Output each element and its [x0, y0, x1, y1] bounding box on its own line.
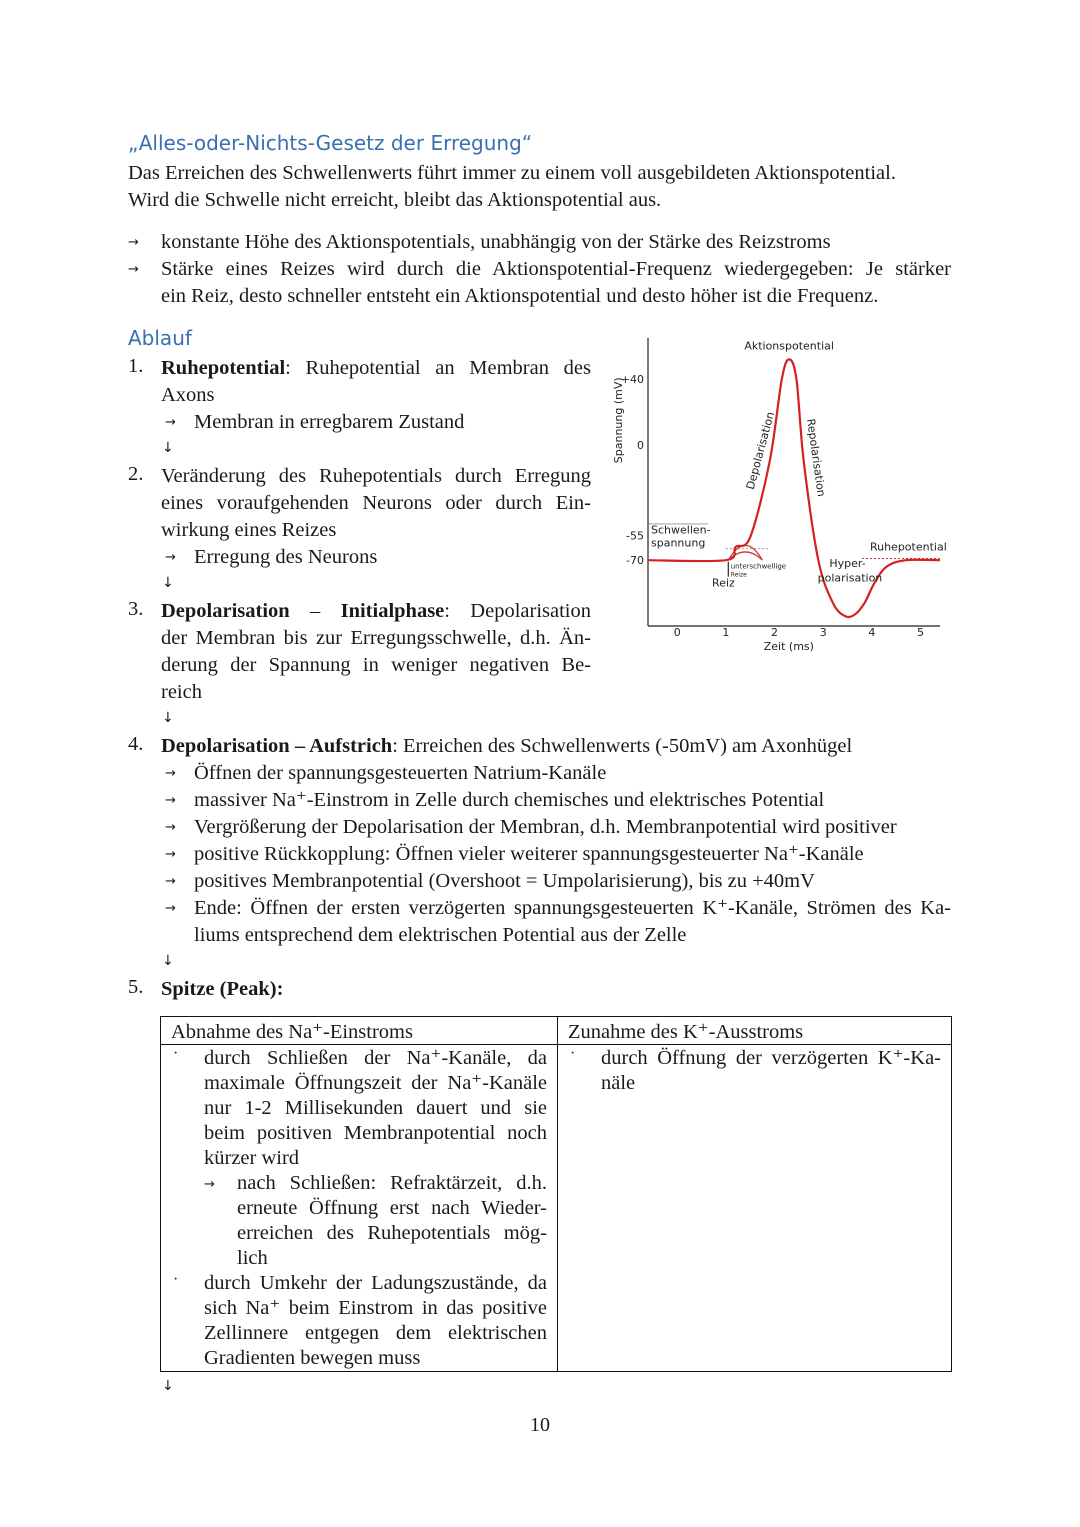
x-tick-label: 4: [868, 626, 876, 639]
bullet-text: Stärke eines Reizes wird durch die Aktionspotential-Frequenz wiedergegeben: Je stärker: [161, 258, 951, 280]
step-4-sub: liums entsprechend dem elektrischen Potential aus der Zelle: [194, 924, 687, 946]
step-2-line: eines voraufgehenden Neurons oder durch Ein-: [161, 492, 591, 514]
y-tick-label: 0: [637, 438, 644, 452]
cell-line: maximale Öffnungszeit der Na⁺-Kanäle: [204, 1072, 547, 1094]
bullet-icon: ·: [173, 1271, 179, 1288]
depolarisation-label: Depolarisation: [743, 410, 778, 491]
step-3-line: Depolarisation – Initialphase: Depolarisation: [161, 600, 591, 622]
paragraph-line: Wird die Schwelle nicht erreicht, bleibt das Aktionspotential aus.: [128, 189, 662, 211]
cell-line: Gradienten bewegen muss: [204, 1347, 421, 1369]
step-4-sub: Vergrößerung der Depolarisation der Membran, d.h. Membranpotential wird positiver: [194, 816, 897, 838]
step-4-sub: Öffnen der spannungsgesteuerten Natrium-Kanäle: [194, 762, 607, 784]
cell-line: näle: [601, 1072, 636, 1094]
arrow-icon: →: [165, 793, 176, 808]
cell-line: nur 1-2 Millisekunden dauert und sie: [204, 1097, 547, 1119]
threshold-label: Schwellen-: [651, 523, 711, 537]
arrow-icon: →: [165, 820, 176, 835]
y-tick-label: +40: [620, 373, 644, 387]
bullet-icon: ·: [173, 1045, 179, 1062]
page-number: 10: [530, 1414, 550, 1436]
arrow-icon: →: [165, 766, 176, 781]
step-1-bold: Ruhepotential: [161, 357, 286, 379]
arrow-icon: →: [165, 550, 176, 565]
cell-line: durch Schließen der Na⁺-Kanäle, da: [204, 1047, 547, 1069]
table-cell: [558, 1045, 952, 1372]
step-3-line: der Membran bis zur Erregungsschwelle, d.h. Än-: [161, 627, 591, 649]
step-number: 1.: [128, 355, 144, 377]
stimulus-label: Reiz: [712, 576, 735, 590]
down-arrow-icon: ↓: [162, 575, 174, 591]
arrow-icon: →: [204, 1177, 215, 1192]
step-1-line: Axons: [161, 384, 215, 406]
bullet-text: ein Reiz, desto schneller entsteht ein Aktionspotential und desto höher ist die Frequenz.: [161, 285, 879, 307]
peak-table: [160, 1016, 952, 1372]
arrow-icon: →: [165, 847, 176, 862]
down-arrow-icon: ↓: [162, 1378, 174, 1394]
section-title-ablauf: Ablauf: [128, 326, 192, 350]
peak-label: Aktionspotential: [744, 339, 834, 353]
hyperpolarisation-label: polarisation: [817, 571, 883, 585]
cell-line: lich: [237, 1247, 268, 1269]
cell-line: erneute Öffnung erst nach Wieder-: [237, 1197, 547, 1219]
action-potential-line: [648, 359, 940, 617]
step-5-title: Spitze (Peak):: [161, 978, 284, 1000]
arrow-icon: →: [128, 262, 139, 277]
table-cell: [161, 1045, 558, 1372]
rest-label: Ruhepotential: [869, 540, 947, 554]
step-number: 2.: [128, 463, 144, 485]
cell-line: durch Öffnung der verzögerten K⁺-Ka-: [601, 1047, 941, 1069]
step-1-sub: Membran in erregbarem Zustand: [194, 411, 465, 433]
x-tick-label: 2: [771, 626, 779, 639]
step-2-line: Veränderung des Ruhepotentials durch Erregung: [161, 465, 591, 487]
y-axis-label: Spannung (mV): [612, 377, 625, 464]
arrow-icon: →: [165, 874, 176, 889]
x-axis-label: Zeit (ms): [763, 640, 814, 653]
subthreshold-label: Reize: [730, 571, 747, 579]
arrow-icon: →: [165, 415, 176, 430]
cell-line: erreichen des Ruhepotentials mög-: [237, 1222, 547, 1244]
down-arrow-icon: ↓: [162, 710, 174, 726]
x-tick-label: 3: [819, 626, 827, 639]
step-1-line: Ruhepotential: Ruhepotential an Membran des: [161, 357, 591, 379]
x-tick-label: 1: [722, 626, 730, 639]
cell-line: durch Umkehr der Ladungszustände, da: [204, 1272, 547, 1294]
step-4-sub: Ende: Öffnen der ersten verzögerten spannungsgesteuerten K⁺-Kanäle, Strömen des Ka-: [194, 897, 951, 919]
down-arrow-icon: ↓: [162, 440, 174, 456]
paragraph-line: Das Erreichen des Schwellenwerts führt immer zu einem voll ausgebildeten Aktionspotential.: [128, 162, 896, 184]
step-number: 3.: [128, 598, 144, 620]
step-4-line: Depolarisation – Aufstrich: Erreichen des Schwellenwerts (-50mV) am Axonhügel: [161, 735, 853, 757]
step-3-line: derung der Spannung in weniger negativen Be-: [161, 654, 591, 676]
bullet-text: konstante Höhe des Aktionspotentials, unabhängig von der Stärke des Reizstroms: [161, 231, 831, 253]
table-header: Zunahme des K⁺-Ausstroms: [558, 1017, 952, 1045]
section-title-alles-oder-nichts: „Alles-oder-Nichts-Gesetz der Erregung“: [128, 131, 533, 155]
x-tick-label: 5: [917, 626, 925, 639]
x-tick-label: 0: [673, 626, 681, 639]
step-2-line: wirkung eines Reizes: [161, 519, 337, 541]
cell-line: kürzer wird: [204, 1147, 300, 1169]
threshold-label: spannung: [651, 536, 706, 550]
cell-line: sich Na⁺ beim Einstrom in das positive: [204, 1297, 547, 1319]
table-header: Abnahme des Na⁺-Einstroms: [161, 1017, 558, 1045]
action-potential-chart: [600, 330, 960, 670]
cell-line: Zellinnere entgegen dem elektrischen: [204, 1322, 547, 1344]
step-2-sub: Erregung des Neurons: [194, 546, 378, 568]
cell-line: nach Schließen: Refraktärzeit, d.h.: [237, 1172, 547, 1194]
arrow-icon: →: [128, 235, 139, 250]
y-tick-label: -55: [626, 529, 644, 543]
step-4-sub: massiver Na⁺-Einstrom in Zelle durch chemisches und elektrisches Potential: [194, 789, 825, 811]
step-3-line: reich: [161, 681, 202, 703]
step-number: 5.: [128, 976, 144, 998]
repolarisation-label: Repolarisation: [804, 417, 828, 498]
step-4-sub: positives Membranpotential (Overshoot = Umpolarisierung), bis zu +40mV: [194, 870, 815, 892]
y-tick-label: -70: [626, 554, 644, 568]
step-4-sub: positive Rückkopplung: Öffnen vieler weiterer spannungsgesteuerter Na⁺-Kanäle: [194, 843, 864, 865]
subthreshold-label: unterschwellige: [730, 562, 787, 571]
cell-line: beim positiven Membranpotential noch: [204, 1122, 547, 1144]
step-number: 4.: [128, 733, 144, 755]
hyperpolarisation-label: Hyper-: [829, 556, 866, 570]
bullet-icon: ·: [570, 1045, 576, 1062]
down-arrow-icon: ↓: [162, 953, 174, 969]
arrow-icon: →: [165, 901, 176, 916]
